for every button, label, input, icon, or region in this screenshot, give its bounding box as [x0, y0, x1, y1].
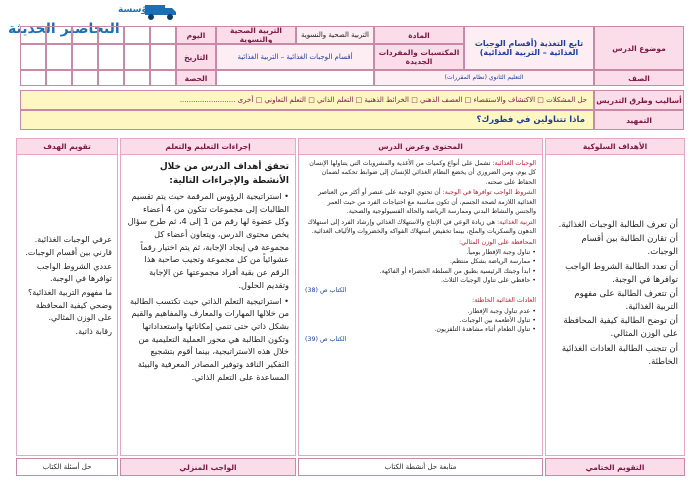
date-cell — [150, 44, 176, 70]
final-eval-value: متابعة حل أنشطة الكتاب — [298, 458, 543, 476]
evaluation-header: تقويم الهدف — [17, 139, 117, 155]
procedures-intro: تحقق أهداف الدرس من خلال الأنشطة والإجراءات التالية: — [159, 162, 289, 186]
date-cell — [98, 44, 124, 70]
date-cell — [124, 44, 150, 70]
procedures-header: إجراءات التعليم والتعلم — [121, 139, 295, 155]
procedure-item: • استراتيجية الرؤوس المرقمة حيث يتم تقسيم الطالبات إلى مجموعات تتكون من 4 أعضاء وكل عضوة لها رقم من 1 إلى 4، ثم طرح سؤال يخص محتوى الدرس، ويتعاون أعضاء كل مجموعة في إيجاد الإجابة، ثم يتم اختيار رقماً عشوائياً من كل مجموعة وتجيب صاحبة هذا الرقم عن بقية أفراد مجموعتها عن الإجابة وتقديم الحلول. — [127, 190, 289, 292]
concepts-label: المكتسبات والمفردات الجديدة — [374, 44, 464, 70]
procedures-body — [127, 161, 289, 383]
content-habit-item: • عدم تناول وجبة الإفطار. — [305, 307, 536, 316]
logo-top-text: مؤسسة — [118, 5, 153, 15]
content-weight-label: المحافظة على الوزن المثالي: — [459, 238, 536, 246]
evaluation-item: عددي الشروط الواجب توافرها في الوجبة. — [36, 261, 112, 284]
evaluation-item: رقابة ذاتية. — [75, 326, 112, 336]
content-weight-item: • حافظي على تناول الوجبات الثلاث. — [305, 276, 536, 285]
class-value: التعليم الثانوي (نظام المقررات) — [374, 70, 594, 86]
evaluation-panel — [16, 138, 118, 456]
subject-label-2: التربية الصحية والنسوية — [216, 26, 296, 44]
day-cell — [124, 26, 150, 44]
objectives-panel — [545, 138, 685, 456]
evaluation-item: وضحي كيفية المحافظة على الوزن المثالي. — [35, 300, 112, 323]
content-conditions-label: الشروط الواجب توافرها في الوجبة: — [442, 189, 536, 197]
objective-item: أن تعرف الطالبة الوجبات الغذائية. — [558, 220, 678, 230]
content-panel — [298, 138, 543, 456]
subject-value: التربية الصحية والنسوية — [296, 26, 374, 44]
content-weight-item: • تناول وجبة الإفطار يومياً. — [305, 248, 536, 257]
content-weight-item: • ابدأ وجبتك الرئيسية بطبق من السلطة الخضراء أو الفاكهة. — [305, 267, 536, 276]
day-label: اليوم — [176, 26, 216, 44]
objective-item: أن تتجنب الطالبة العادات الغذائية الخاطئة. — [561, 343, 678, 367]
objective-item: أن تقارن الطالبة بين أقسام الوجبات. — [581, 234, 678, 258]
book-ref-2: الكتاب ص (39) — [305, 335, 347, 343]
date-cell — [20, 44, 46, 70]
day-cell — [150, 26, 176, 44]
procedure-item: • استراتيجية التعلم الذاتي حيث تكتسب الطالبة من خلالها المهارات والمعارف والمفاهيم والقيم بشكل ذاتي حتى تنمي إمكاناتها واستعداداتها وتكون الطالبة هي محور العملية التعليمية من خلال هذه الاستراتيجية، بينما أقوم بتشجيع التفكير الناقد وتوفير المصادر المعرفية والبيئة المساعدة على التعلم الذاتي. — [127, 295, 289, 384]
objective-item: أن تتعرف الطالبة على مفهوم التربية الغذائية. — [574, 288, 678, 313]
date-cell — [46, 44, 72, 70]
logo-main-text: التحاضير الحديثة — [8, 21, 120, 37]
evaluation-item: قارني بين أقسام الوجبات. — [25, 248, 112, 258]
content-habit-item: • تناول الأطعمة بين الوجبات. — [305, 316, 536, 325]
day-cell — [46, 26, 72, 44]
intro-label: التمهيد — [594, 110, 684, 130]
content-meals-label: الوجبات الغذائية: — [492, 160, 536, 167]
content-header: المحتوى وعرض الدرس — [299, 139, 542, 155]
period-cell — [98, 70, 124, 86]
homework-label: الواجب المنزلي — [120, 458, 296, 476]
date-label: التاريخ — [176, 44, 216, 70]
methods-value: حل المشكلات □ الاكتشاف والاستقصاء □ العصف الذهني □ الخرائط الذهنية □ التعلم الذاتي □ التعلم التعاوني □ أخرى ......................... — [20, 90, 594, 110]
procedures-panel — [120, 138, 296, 456]
period-cell — [20, 70, 46, 86]
content-meals-text: تشمل على أنواع وكميات من الأغذية والمشروبات التي يتناولها الإنسان كل يوم، ومن الضروري أن يخضع النظام الغذائي للإنسان إلى ضوابط تحكمه لضمان الحفاظ على صحته. — [309, 160, 536, 186]
day-cell — [72, 26, 98, 44]
content-weight-item: • ممارسة الرياضة بشكل منتظم. — [305, 257, 536, 266]
content-habits-label: العادات الغذائية الخاطئة: — [472, 297, 536, 305]
evaluation-item: ما مفهوم التربية الغذائية؟ — [28, 287, 112, 297]
content-nutrition-label: التربية الغذائية: — [497, 218, 536, 226]
topic-value: تابع التغذية (أقسام الوجبات الغذائية – التربية الغذائية) — [464, 26, 594, 70]
period-label: الحصة — [176, 70, 216, 86]
period-cell — [124, 70, 150, 86]
day-cell — [20, 26, 46, 44]
homework-value: حل أسئلة الكتاب — [16, 458, 118, 476]
evaluation-item: عرفي الوجبات الغذائية. — [34, 235, 112, 244]
objective-item: أن تعدد الطالبة الشروط الواجب توافرها في الوجبة. — [565, 261, 678, 285]
methods-label: أساليب وطرق التدريس — [594, 90, 684, 110]
subject-label: المادة — [374, 26, 464, 44]
topic-label: موضوع الدرس — [594, 26, 684, 70]
date-cell — [72, 44, 98, 70]
book-ref-1: الكتاب ص (38) — [305, 286, 347, 294]
period-cell — [72, 70, 98, 86]
content-nutrition-text: هي زيادة الوعي في الإنتاج والاستهلاك الغذائي وإرشاد الفرد إلى استهلاك الدهون والسكريات والملح، بينما تخفيض استهلاك الفواكه والخضروات والألياف الغذائية. — [307, 218, 536, 236]
evaluation-list — [22, 234, 112, 339]
objectives-list — [552, 219, 678, 370]
period-cell — [46, 70, 72, 86]
content-conditions-text: أن تحتوي الوجبة على عنصر أو أكثر من العناصر الغذائية اللازمة لصحة الجسم، أن تكون مناسبة مع احتياجات الفرد من حيث العمر والجنس والنشاط البدني وممارسة الرياضة والحالة الفسيولوجية والصحية. — [318, 189, 536, 216]
content-body — [305, 159, 536, 345]
day-cell — [98, 26, 124, 44]
content-habit-item: • تناول الطعام أثناء مشاهدة التلفزيون. — [305, 325, 536, 334]
intro-value: ماذا تتناولين في فطورك؟ — [20, 110, 594, 130]
class-label: الصف — [594, 70, 684, 86]
concepts-value: أقسام الوجبات الغذائية – التربية الغذائية — [216, 44, 374, 70]
objective-item: أن توضح الطالبة كيفية المحافظة على الوزن المثالي. — [563, 316, 678, 340]
period-cell — [150, 70, 176, 86]
objectives-header: الأهداف السلوكية — [546, 139, 684, 155]
class-blank — [216, 70, 374, 86]
final-eval-label: التقويم الختامي — [545, 458, 685, 476]
